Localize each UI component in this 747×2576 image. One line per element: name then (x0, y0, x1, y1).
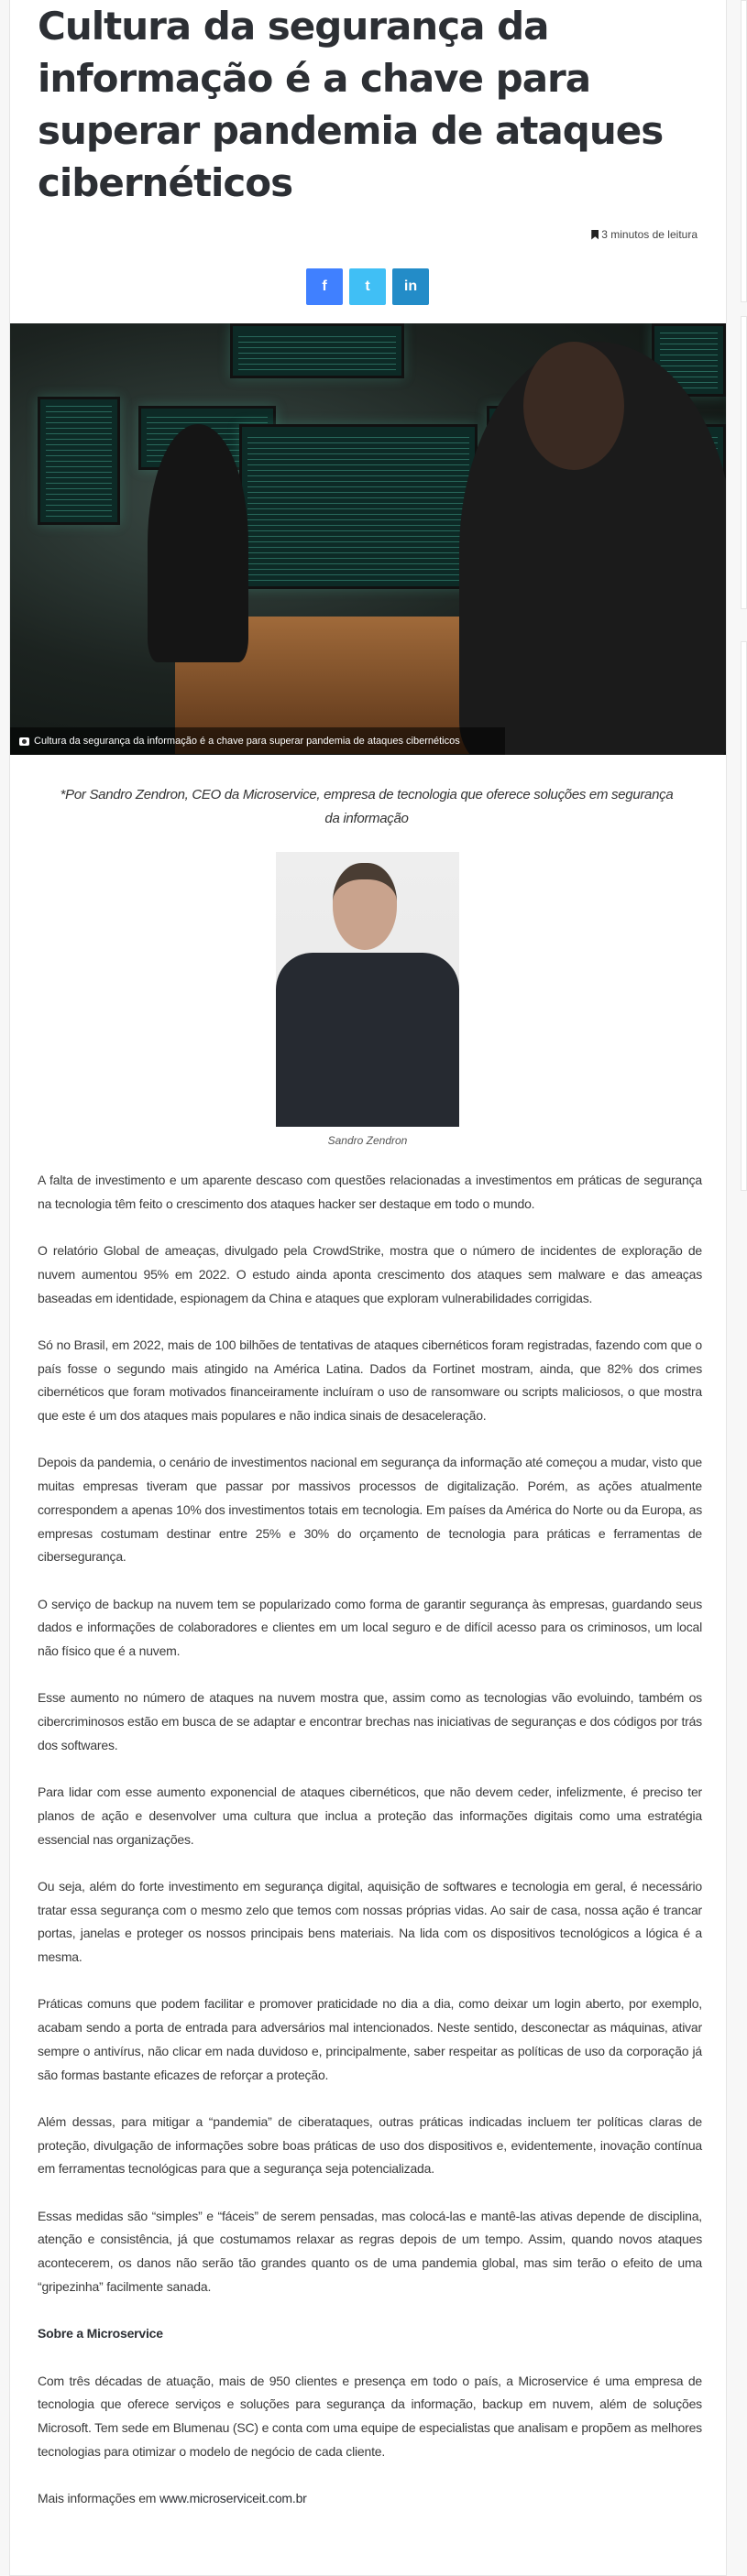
hero-caption (10, 727, 505, 755)
sidebar-widget (741, 316, 747, 609)
article-body (38, 1169, 702, 2535)
paragraph: Só no Brasil, em 2022, mais de 100 bilhões de tentativas de ataques cibernéticos foram registradas, fazendo com que o país fosse o segundo mais atingido na América Latina. Dados da Fortinet mostram, ainda, que 82% dos crimes cibernéticos que foram motivados financeiramente incluíram o uso de ransomware ou scripts maliciosos, o que mostra que este é um dos ataques mais populares e não indica sinais de desaceleração. (38, 1337, 702, 1423)
share-twitter-button[interactable] (349, 268, 386, 305)
paragraph: Além dessas, para mitigar a “pandemia” de ciberataques, outras práticas indicadas incluem ter políticas claras de proteção, divulgação de informações sobre boas práticas de uso dos dispositivos e, evidentemente, inovação contínua em ferramentas tecnológicas para que a segurança seja potencializada. (38, 2113, 702, 2177)
more-info-prefix: Mais informações em (38, 2491, 159, 2506)
hero-image (10, 323, 726, 755)
paragraph: Ou seja, além do forte investimento em segurança digital, aquisição de softwares e tecnologia em geral, é necessário tratar essa segurança com o mesmo zelo que temos com nossas próprias vidas. Ao sair de casa, nossa ação é trancar portas, janelas e proteger os nossos principais bens materiais. Na lida com os dispositivos tecnológicos a lógica é a mesma. (38, 1878, 702, 1965)
facebook-icon: f (322, 278, 327, 294)
share-buttons (306, 268, 429, 305)
share-linkedin-button[interactable] (392, 268, 429, 305)
more-info (38, 2487, 702, 2511)
about-paragraph: Com três décadas de atuação, mais de 950 clientes e presença em todo o país, a Microservice é uma empresa de tecnologia que oferece serviços e soluções para segurança da informação, backup em nuvem, além de soluções Microsoft. Tem sede em Blumenau (SC) e conta com uma equipe de especialistas que analisam e propõem as melhores tecnologias para otimizar o modelo de negócio de cada cliente. (38, 2373, 702, 2459)
sidebar-widget (741, 641, 747, 1191)
twitter-icon: t (365, 278, 370, 294)
paragraph: Práticas comuns que podem facilitar e promover praticidade no dia a dia, como deixar um login aberto, por exemplo, acabam sendo a porta de entrada para adversários mal intencionados. Neste sentido, desconectar as máquinas, ativar sempre o antivírus, não clicar em nada duvidoso e, principalmente, saber respeitar as políticas de uso da corporação já são formas bastante eficazes de reforçar a proteção. (38, 1996, 702, 2082)
paragraph: O relatório Global de ameaças, divulgado pela CrowdStrike, mostra que o número de incidentes de exploração de nuvem aumentou 95% em 2022. O estudo ainda aponta crescimento dos ataques sem malware e das ameaças baseadas em identidade, espionagem da China e ataques que exploram vulnerabilidades corrigidas. (38, 1243, 702, 1305)
article-title: Cultura da segurança da informação é a chave para superar pandemia de ataques cibernéticos (38, 4, 664, 205)
hero-caption-text: Cultura da segurança da informação é a chave para superar pandemia de ataques cibernéticos (34, 736, 460, 747)
reading-time (591, 228, 698, 241)
paragraph: Essas medidas são “simples” e “fáceis” de serem pensadas, mas colocá-las e mantê-las ativas depende de disciplina, atenção e consistência, já que costumamos relaxar as regras depois de um tempo. Assim, quando novos ataques acontecerem, os danos não serão tão grandes quanto os de uma pandemia global, mas sim terão o efeito de uma “gripezinha” facilmente sanada. (38, 2208, 702, 2294)
camera-icon (19, 737, 29, 746)
article-byline: *Por Sandro Zendron, CEO da Microservice, empresa de tecnologia que oferece soluções em segurança da informação (60, 787, 674, 826)
paragraph: A falta de investimento e um aparente descaso com questões relacionadas a investimentos em práticas de segurança na tecnologia têm feito o crescimento dos ataques hacker ser destaque em todo o mundo. (38, 1173, 702, 1211)
paragraph: Depois da pandemia, o cenário de investimentos nacional em segurança da informação até começou a mudar, visto que muitas empresas tiveram que passar por massivos processos de digitalização. Porém, as ações atualmente correspondem a apenas 10% dos investimentos totais em tecnologia. Em países da América do Norte ou da Europa, as empresas costumam destinar entre 25% e 30% do orçamento de tecnologia para práticas e ferramentas de cibersegurança. (38, 1455, 702, 1565)
paragraph: Para lidar com esse aumento exponencial de ataques cibernéticos, que não devem ceder, infelizmente, é preciso ter planos de ação e desenvolver uma cultura que inclua a proteção das informações digitais como uma estratégia essencial nas organizações. (38, 1785, 702, 1847)
author-photo (276, 852, 459, 1127)
author-photo-caption: Sandro Zendron (327, 1134, 408, 1147)
paragraph: O serviço de backup na nuvem tem se popularizado como forma de garantir segurança às empresas, guardando seus dados e informações de colaboradores e clientes em um local seguro e de difícil acesso para os criminosos, um local não físico que é a nuvem. (38, 1596, 702, 1658)
sidebar-widget (741, 0, 747, 302)
about-heading: Sobre a Microservice (38, 2326, 163, 2341)
paragraph: Esse aumento no número de ataques na nuvem mostra que, assim como as tecnologias vão evoluindo, também os cibercriminosos estão em busca de se adaptar e encontrar brechas nas iniciativas de seguranças e dos códigos por trás dos softwares. (38, 1690, 702, 1752)
linkedin-icon: in (403, 278, 418, 294)
bookmark-icon (591, 230, 599, 240)
reading-time-label: 3 minutos de leitura (601, 228, 698, 241)
website-link[interactable]: www.microserviceit.com.br (159, 2491, 307, 2506)
share-facebook-button[interactable] (306, 268, 343, 305)
